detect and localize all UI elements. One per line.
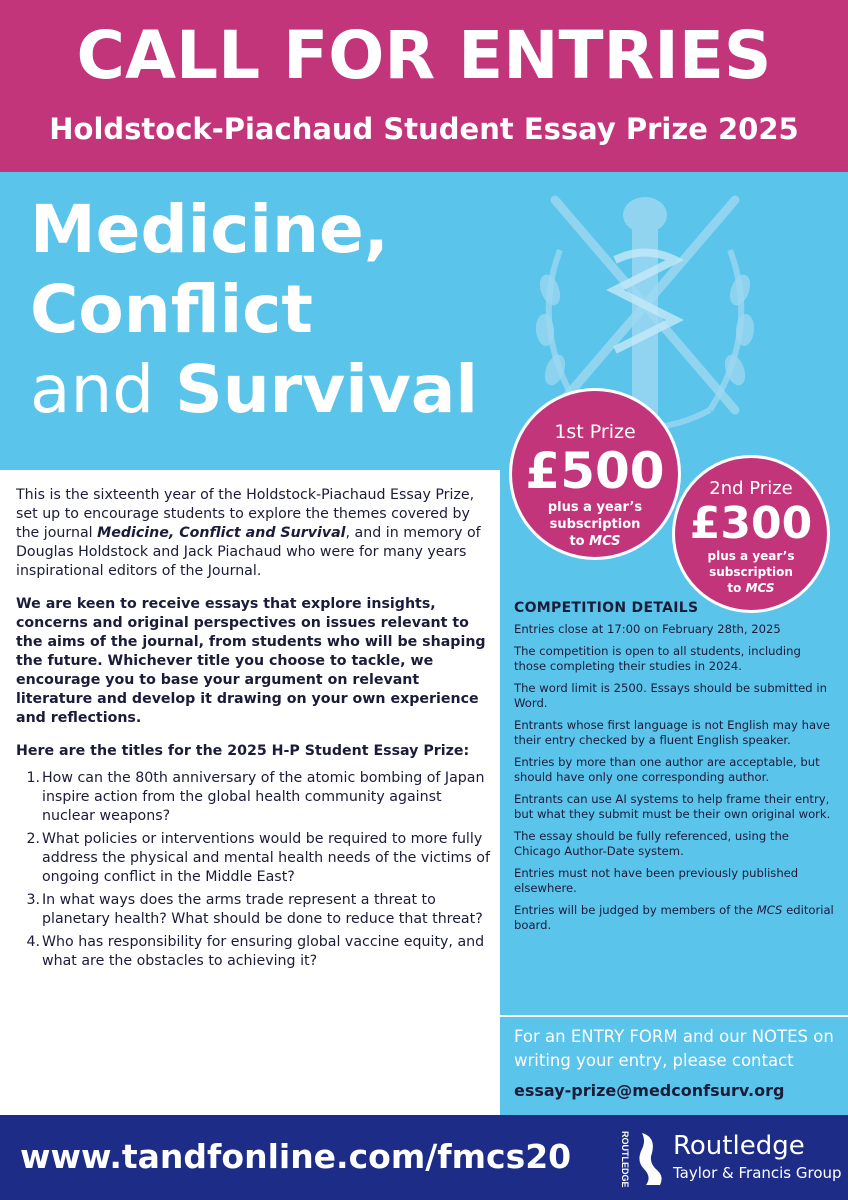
prize-note-line: plus a year’s <box>707 549 795 563</box>
intro-part-2: , and in memory of Douglas Holdstock and Jack Piachaud who were for many years inspirational editors of the Journal. <box>16 525 481 579</box>
judging-journal: MCS <box>756 903 783 917</box>
prize-note-journal: MCS <box>745 581 775 595</box>
prize-note-prefix: to <box>727 581 742 595</box>
details-heading: COMPETITION DETAILS <box>514 600 699 616</box>
header-banner <box>0 0 848 172</box>
prize-amount: £500 <box>525 442 665 500</box>
prize-note-line: subscription <box>549 517 641 532</box>
prize-amount: £300 <box>689 498 813 549</box>
contact-email-link[interactable]: essay-prize@medconfsurv.org <box>514 1081 785 1100</box>
publisher-group: Taylor & Francis Group <box>673 1164 842 1182</box>
prize-rank: 2nd Prize <box>709 478 793 499</box>
page-title: CALL FOR ENTRIES <box>76 17 772 94</box>
journal-title-and: and <box>30 351 155 428</box>
prize-note-line <box>675 580 827 596</box>
publisher-name: Routledge <box>673 1131 805 1161</box>
journal-title-line-3 <box>30 350 550 430</box>
list-item-number: 2. <box>26 831 40 847</box>
intro-paragraph <box>16 486 494 581</box>
list-item <box>26 933 494 971</box>
routledge-logo-icon <box>612 1127 672 1189</box>
prize-rank: 1st Prize <box>554 421 636 443</box>
prize-note-line: subscription <box>709 565 793 579</box>
prize-note-line: plus a year’s <box>547 500 643 515</box>
judging-prefix: Entries will be judged by members of the <box>514 903 757 917</box>
competition-details <box>514 600 836 940</box>
prize-note-journal: MCS <box>589 534 621 549</box>
first-prize-badge <box>509 388 681 560</box>
prize-note-prefix: to <box>569 534 585 549</box>
contact-text: For an ENTRY FORM and our NOTES on writing your entry, please contact <box>514 1027 834 1070</box>
details-item: Entrants can use AI systems to help frame their entry, but what they submit must be their own original work. <box>514 792 831 821</box>
details-item: Entries by more than one author are acceptable, but should have only one corresponding author. <box>514 755 820 784</box>
details-item: The competition is open to all students, including those completing their studies in 2024. <box>514 644 801 673</box>
list-item-text: What policies or interventions would be required to more fully address the physical and mental health needs of the victims of ongoing conflict in the Middle East? <box>42 831 490 885</box>
list-item-number: 1. <box>26 770 40 786</box>
main-body <box>16 486 494 975</box>
details-item: Entrants whose first language is not English may have their entry checked by a fluent English speaker. <box>514 718 831 747</box>
page-subtitle: Holdstock-Piachaud Student Essay Prize 2025 <box>49 112 799 146</box>
details-item: The essay should be fully referenced, using the Chicago Author-Date system. <box>514 829 789 858</box>
routledge-logo-text: ROUTLEDGE <box>620 1131 630 1188</box>
list-item-text: How can the 80th anniversary of the atomic bombing of Japan inspire action from the global health community against nuclear weapons? <box>42 770 485 824</box>
details-item: Entries must not have been previously published elsewhere. <box>514 866 799 895</box>
list-item <box>26 769 494 826</box>
list-item-text: In what ways does the arms trade represent a threat to planetary health? What should be done to reduce that threat? <box>42 892 483 927</box>
prize-note-line <box>512 533 678 550</box>
judging-suffix: editorial board. <box>514 903 834 932</box>
journal-title-line-1: Medicine, <box>30 191 389 268</box>
call-paragraph: We are keen to receive essays that explore insights, concerns and original perspectives on issues relevant to the aims of the journal, from students who will be shaping the future. Whichever title you choose to tackle, we encourage you to base your argument on relevant literature and develop it drawing on your own experience and reflections. <box>16 596 486 726</box>
list-item-text: Who has responsibility for ensuring global vaccine equity, and what are the obstacles to achieving it? <box>42 934 485 969</box>
details-item-judging <box>514 903 836 933</box>
journal-title-line-2: Conflict <box>30 271 313 348</box>
intro-part-1: This is the sixteenth year of the Holdstock-Piachaud Essay Prize, set up to encourage students to explore the themes covered by the journal <box>16 487 475 541</box>
details-item: Entries close at 17:00 on February 28th, 2025 <box>514 622 781 636</box>
second-prize-badge <box>672 455 830 613</box>
journal-url-link[interactable]: www.tandfonline.com/fmcs20 <box>20 1137 572 1176</box>
essay-titles-list <box>16 769 494 971</box>
list-item-number: 4. <box>26 934 40 950</box>
journal-title-survival: Survival <box>175 351 479 428</box>
list-item <box>26 830 494 887</box>
titles-heading: Here are the titles for the 2025 H-P Student Essay Prize: <box>16 743 470 759</box>
intro-journal-name: Medicine, Conflict and Survival <box>97 525 346 541</box>
contact-box <box>500 1015 848 1117</box>
journal-title <box>30 190 550 430</box>
list-item-number: 3. <box>26 892 40 908</box>
footer-bar <box>0 1115 848 1200</box>
list-item <box>26 891 494 929</box>
details-item: The word limit is 2500. Essays should be submitted in Word. <box>514 681 827 710</box>
